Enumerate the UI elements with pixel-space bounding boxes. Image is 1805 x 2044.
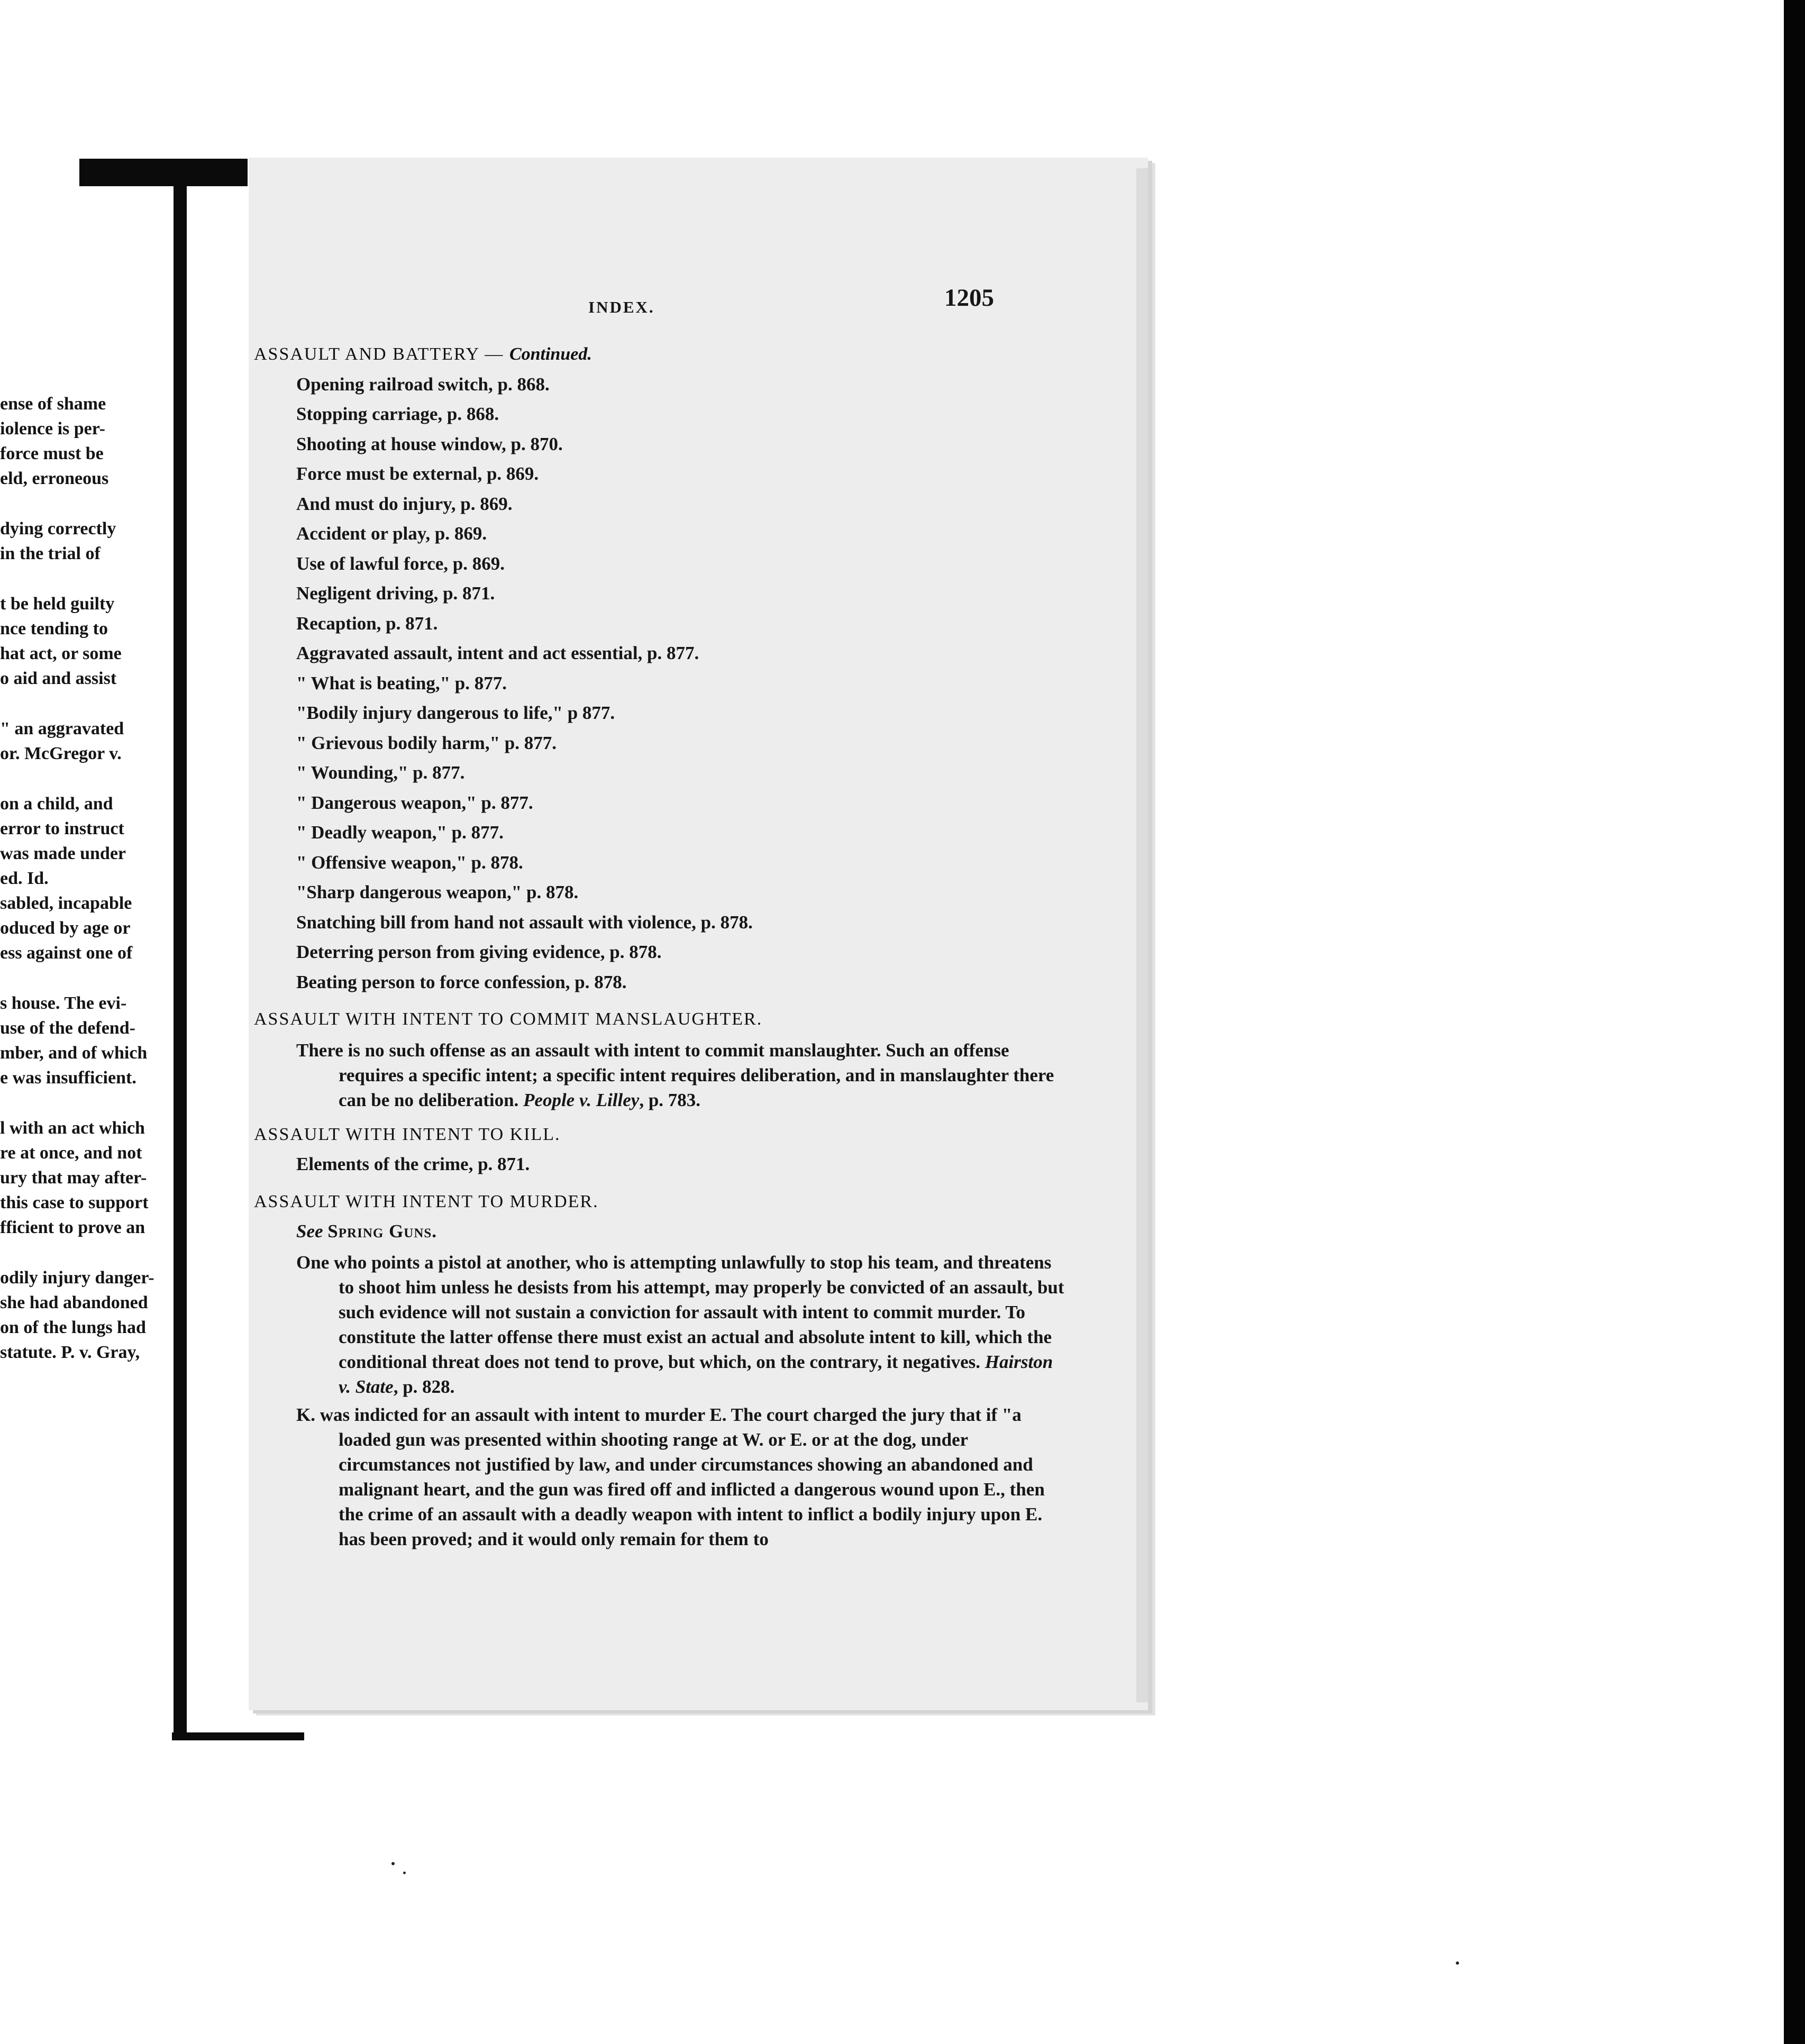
section-heading — [254, 340, 1026, 370]
line-gap — [0, 566, 196, 591]
left-page-line: fficient to prove an — [0, 1218, 145, 1237]
left-page-line: hat act, or some — [0, 644, 122, 663]
left-page-line: statute. P. v. Gray, — [0, 1343, 140, 1362]
left-page-line: odily injury danger- — [0, 1268, 154, 1288]
entry-paragraph — [296, 1038, 1069, 1112]
page-ref: , p. 783. — [639, 1089, 701, 1110]
scan-speck — [403, 1872, 406, 1874]
left-page-line: s house. The evi- — [0, 993, 127, 1013]
left-page-line: on a child, and — [0, 794, 113, 814]
left-page-line: this case to support — [0, 1193, 149, 1212]
paragraph-text: K. was indicted for an assault with intent to murder E. The court charged the jury that if "a loaded gun was presented within shooting range at W. or E. or at the dog, under circumstances not justified by law, and under circumstances showing an abandoned and malignant heart, and the gun was fired off and inflicted a dangerous wound upon E., then the crime of an assault with a deadly weapon with intent to inflict a bodily injury upon E. has been proved; and it would only remain for them to — [296, 1404, 1045, 1549]
left-page-line: in the trial of — [0, 544, 101, 563]
left-page-line: or. McGregor v. — [0, 744, 122, 763]
left-page-line: " an aggravated — [0, 719, 124, 738]
index-entry: " Deadly weapon," p. 877. — [296, 822, 504, 843]
left-page-line: error to instruct — [0, 819, 124, 838]
left-page-text — [0, 391, 196, 1365]
index-entry: Recaption, p. 871. — [296, 613, 438, 634]
case-citation: Hairston v. State — [339, 1351, 1053, 1397]
left-page-line: use of the defend- — [0, 1018, 135, 1038]
left-page-line: ense of shame — [0, 394, 106, 414]
entry-list — [254, 370, 1026, 998]
left-page-line: ed. Id. — [0, 869, 49, 888]
binding-bar-top — [79, 159, 248, 186]
index-entry: Stopping carriage, p. 868. — [296, 404, 499, 424]
index-entry: " Grievous bodily harm," p. 877. — [296, 732, 557, 753]
left-page-line: iolence is per- — [0, 419, 105, 439]
scan-speck — [391, 1862, 395, 1865]
see-target: Spring Guns. — [327, 1221, 437, 1242]
page-edge-shadow — [1136, 168, 1148, 1702]
index-entry: "Sharp dangerous weapon," p. 878. — [296, 882, 579, 902]
index-entry: Accident or play, p. 869. — [296, 523, 487, 544]
left-page-line: t be held guilty — [0, 594, 115, 614]
index-entry: Force must be external, p. 869. — [296, 463, 539, 484]
line-gap — [0, 1240, 196, 1265]
index-entry: " What is beating," p. 877. — [296, 672, 507, 694]
binding-bar-vertical — [174, 182, 187, 1735]
left-page-line: ess against one of — [0, 943, 133, 963]
left-page-line: force must be — [0, 444, 104, 463]
see-also-reference — [296, 1217, 1026, 1247]
index-entry: Aggravated assault, intent and act essential, p. 877. — [296, 643, 699, 663]
line-gap — [0, 491, 196, 516]
index-content — [254, 286, 1064, 1555]
paragraph-text: There is no such offense as an assault with intent to commit manslaughter. Such an offense requires a specific intent; a specific intent requires deliberation, and in manslaughter there can be no deliberation. — [296, 1039, 1054, 1110]
left-page-line: nce tending to — [0, 619, 108, 638]
page-number: 1205 — [944, 284, 994, 312]
left-page-line: e was insufficient. — [0, 1068, 136, 1088]
entry-paragraph — [296, 1402, 1069, 1552]
section-heading: ASSAULT WITH INTENT TO MURDER. — [254, 1191, 599, 1211]
scan-speck — [1456, 1961, 1459, 1965]
left-page-line: o aid and assist — [0, 669, 117, 688]
line-gap — [0, 965, 196, 991]
section-heading: ASSAULT WITH INTENT TO COMMIT MANSLAUGHTER. — [254, 1009, 763, 1029]
left-page-line: re at once, and not — [0, 1143, 142, 1163]
index-entry: " Dangerous weapon," p. 877. — [296, 792, 533, 813]
page-ref: , p. 828. — [393, 1376, 455, 1397]
left-page-line: dying correctly — [0, 519, 116, 539]
heading-text: ASSAULT AND BATTERY — — [254, 344, 504, 364]
left-page-line: ury that may after- — [0, 1168, 147, 1188]
index-entry: Shooting at house window, p. 870. — [296, 433, 563, 454]
binding-bar-bottom — [172, 1732, 304, 1740]
left-page-line: sabled, incapable — [0, 893, 132, 913]
left-page-line: she had abandoned — [0, 1293, 148, 1312]
heading-continued: Continued. — [509, 344, 592, 364]
paragraph-text: One who points a pistol at another, who is attempting unlawfully to stop his team, and threatens to shoot him unless he desists from his attempt, may properly be convicted of an assault, but such evidence will not sustain a conviction for assault with intent to commit murder. To constitute the latter offense there must exist an actual and absolute intent to kill, which the conditional threat does not tend to prove, but which, on the contrary, it negatives. — [296, 1252, 1064, 1372]
index-entry: Snatching bill from hand not assault with violence, p. 878. — [296, 911, 753, 933]
left-page-line: was made under — [0, 844, 126, 863]
left-page-line: oduced by age or — [0, 918, 131, 938]
index-entry: And must do injury, p. 869. — [296, 493, 513, 514]
see-label: See — [296, 1221, 323, 1242]
scan-right-edge — [1784, 0, 1805, 2044]
index-entry: Beating person to force confession, p. 878. — [296, 971, 627, 992]
index-entry: Negligent driving, p. 871. — [296, 583, 495, 604]
running-head: INDEX. — [588, 298, 655, 316]
line-gap — [0, 766, 196, 791]
line-gap — [0, 691, 196, 716]
index-entry: Elements of the crime, p. 871. — [296, 1154, 530, 1174]
entry-paragraph — [296, 1250, 1069, 1399]
left-page-line: l with an act which — [0, 1118, 145, 1138]
index-entry: Use of lawful force, p. 869. — [296, 553, 505, 574]
case-citation: People v. Lilley — [523, 1089, 640, 1110]
left-page-line: on of the lungs had — [0, 1318, 146, 1337]
section-heading: ASSAULT WITH INTENT TO KILL. — [254, 1124, 561, 1144]
left-page-line: mber, and of which — [0, 1043, 148, 1063]
index-entry: "Bodily injury dangerous to life," p 877. — [296, 702, 615, 723]
index-entry: Deterring person from giving evidence, p. 878. — [296, 942, 662, 962]
index-entry: Opening railroad switch, p. 868. — [296, 373, 550, 395]
left-page-line: eld, erroneous — [0, 469, 109, 488]
line-gap — [0, 1090, 196, 1116]
index-entry: " Wounding," p. 877. — [296, 762, 465, 783]
index-entry: " Offensive weapon," p. 878. — [296, 852, 523, 873]
